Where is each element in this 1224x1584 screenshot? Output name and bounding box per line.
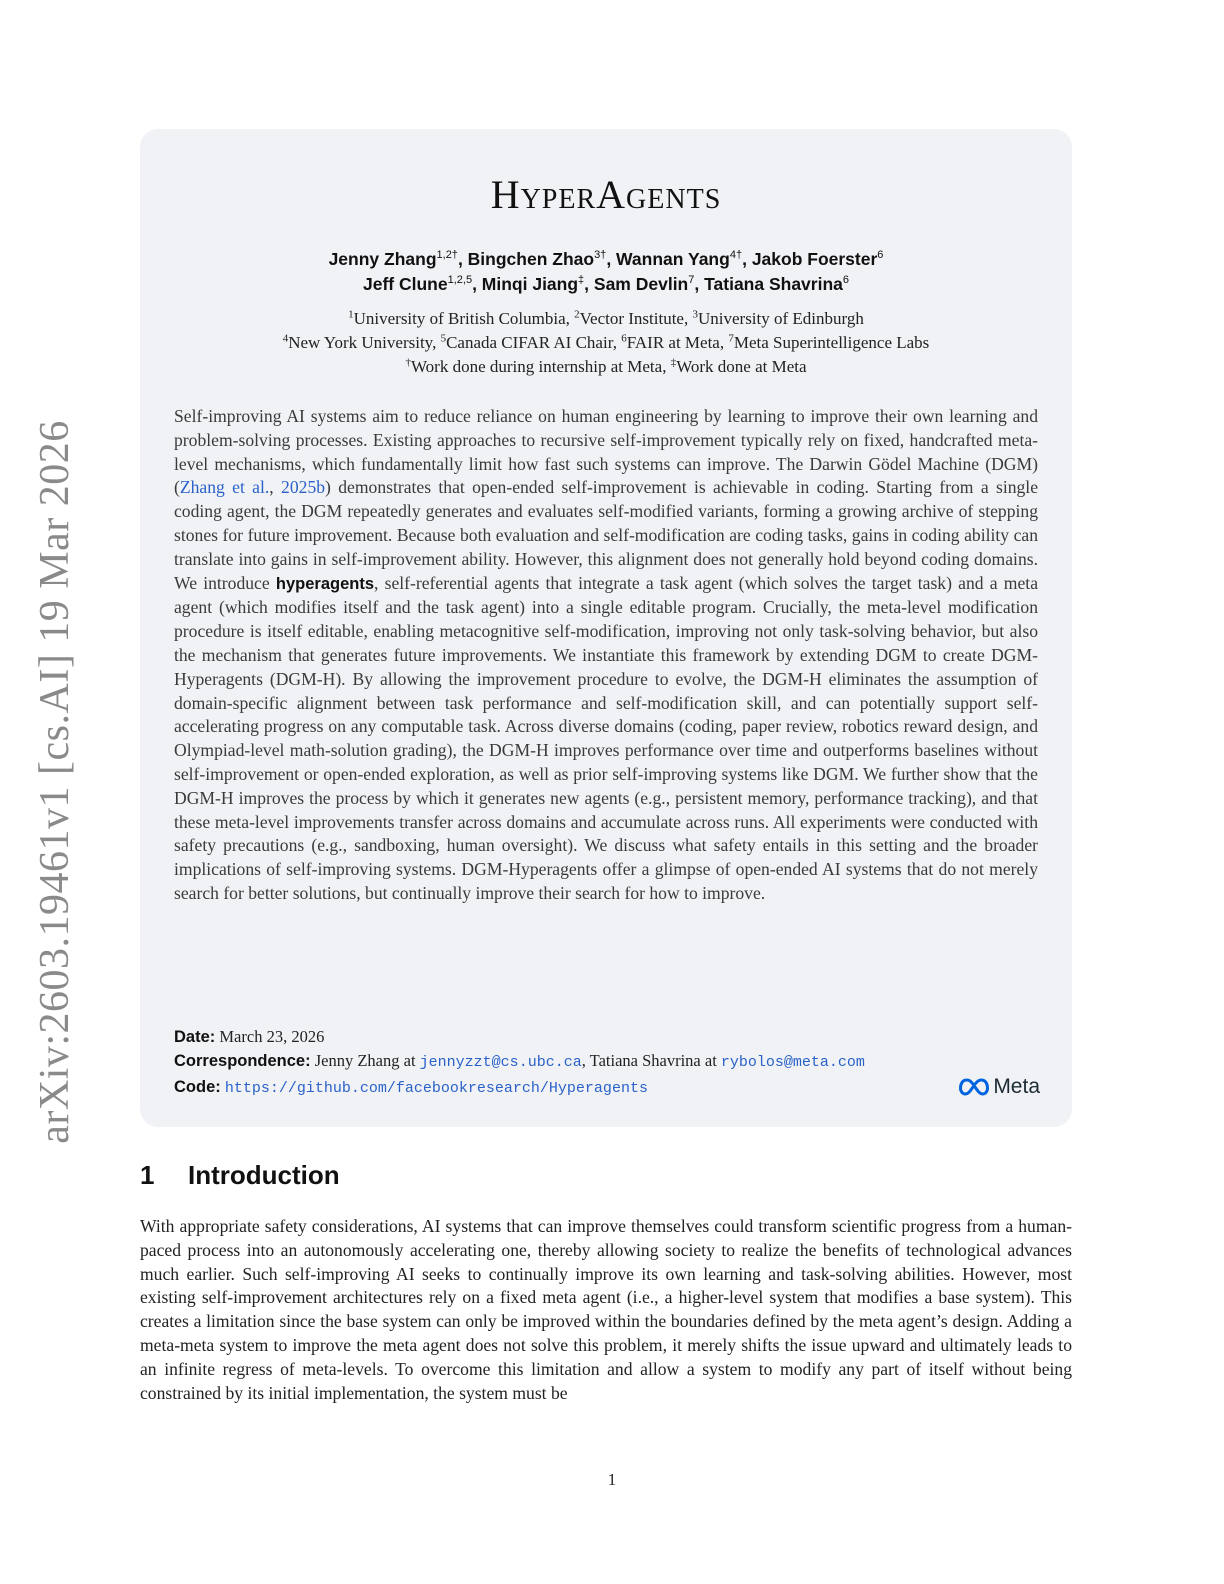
affiliation-name: Canada CIFAR AI Chair	[446, 333, 613, 352]
affiliation-note: Work done during internship at Meta	[410, 357, 663, 376]
affiliation-line-2: $^4$New York University, $^5$Canada CIFAR AI Chair, $^6$FAIR at Meta, $^7$Meta Superintelligence Labs	[282, 332, 930, 352]
affiliation-name: University of British Columbia	[353, 309, 566, 328]
affiliation-name: Vector Institute	[579, 309, 684, 328]
author-affil-marker: 3†	[594, 249, 607, 262]
abstract-text: , self-referential agents that integrate a task agent (which solves the target task) and a meta agent (which modifies itself and the task agent) into a single editable program. Crucially, the meta-level modification procedure is itself editable, enabling metacognitive self-modification, improving not only task-solving behavior, but also the mechanism that generates future improvements. We instantiate this framework by extending DGM to create DGM-Hyperagents (DGM-H). By allowing the improvement procedure to evolve, the DGM-H eliminates the assumption of domain-specific alignment between task performance and self-modification skill, and can potentially support self-accelerating progress on any computable task. Across diverse domains (coding, paper review, robotics reward design, and Olympiad-level math-solution grading), the DGM-H improves performance over time and outperforms baselines without self-improvement or open-ended exploration, as well as prior self-improving systems like DGM. We further show that the DGM-H improves the process by which it generates new agents (e.g., persistent memory, performance tracking), and that these meta-level improvements transfer across domains and accumulate across runs. All experiments were conducted with safety precautions (e.g., sandboxing, human oversight). We discuss what safety entails in this setting and the broader implications of self-improving systems. DGM-Hyperagents offer a glimpse of open-ended AI systems that do not merely search for better solutions, but continually improve their search for how to improve.	[174, 572, 1038, 903]
affiliation-name: Meta Superintelligence Labs	[733, 333, 930, 352]
author-name: Wannan Yang	[616, 249, 730, 269]
paper-title: HyperAgents	[490, 172, 722, 217]
author-affil-marker: 4†	[729, 249, 743, 262]
correspondence-label: Correspondence:	[174, 1052, 311, 1070]
affiliation-line-3: †Work done during internship at Meta, ‡Work done at Meta	[405, 356, 807, 376]
email-link-jenny[interactable]: jennyzzt@cs.ubc.ca	[419, 1054, 582, 1071]
date-line	[174, 1025, 1038, 1049]
affil-marker: 3	[692, 308, 698, 321]
affil-marker: 1	[348, 308, 354, 321]
affil-marker: 4	[282, 332, 289, 345]
affil-marker: ‡	[670, 356, 677, 369]
author-name: Minqi Jiang	[481, 274, 579, 294]
meta-logo-text: Meta	[993, 1075, 1040, 1098]
meta-infinity-icon	[959, 1078, 989, 1096]
title-card	[140, 129, 1072, 1127]
section-title: Introduction	[188, 1160, 340, 1190]
paper-metadata	[174, 1025, 1038, 1101]
correspondence-line	[174, 1049, 1038, 1075]
affil-marker: 5	[440, 332, 447, 345]
affiliation-name: New York University	[288, 333, 433, 352]
section-heading-introduction	[140, 1160, 340, 1191]
code-repo-link[interactable]: https://github.com/facebookresearch/Hyperagents	[224, 1080, 648, 1097]
correspondence-name: Jenny Zhang at	[314, 1051, 420, 1070]
affil-marker: 6	[621, 332, 627, 345]
author-line-2: Jeff Clune$^{1,2,5}$, Minqi Jiang‡, Sam Devlin$^7$, Tatiana Shavrina$^6$	[362, 274, 850, 294]
affiliation-name: FAIR at Meta	[626, 333, 720, 352]
author-name: Jenny Zhang	[328, 249, 437, 269]
affil-marker: †	[405, 356, 411, 369]
affiliation-name: University of Edinburgh	[697, 309, 864, 328]
section-number: 1	[140, 1160, 155, 1190]
author-line-1: Jenny Zhang$^{1,2\dagger}$, Bingchen Zhao$^{3\dagger}$, Wannan Yang$^{4\dagger}$, Jakob Foerster$^6$	[328, 249, 884, 269]
citation-author-link[interactable]: Zhang et al.	[179, 477, 270, 498]
author-list	[140, 247, 1072, 297]
date-value: March 23, 2026	[219, 1027, 325, 1046]
abstract	[174, 405, 1038, 906]
affiliation-line-1: $^1$University of British Columbia, $^2$Vector Institute, $^3$University of Edinburgh	[348, 308, 864, 328]
author-name: Bingchen Zhao	[467, 249, 595, 269]
author-affil-marker: 1,2,5	[447, 274, 473, 287]
arxiv-identifier-stamp: arXiv:2603.19461v1 [cs.AI] 19 Mar 2026	[32, 420, 78, 1144]
author-name: Sam Devlin	[593, 274, 689, 294]
citation-separator: ,	[269, 477, 282, 498]
author-affil-marker: 1,2†	[436, 249, 458, 262]
affil-marker: 2	[574, 308, 580, 321]
affiliation-list	[140, 307, 1072, 379]
citation-year-link[interactable]: 2025b	[281, 477, 326, 498]
author-affil-marker: ‡	[578, 274, 585, 287]
code-label: Code:	[174, 1078, 221, 1096]
code-line	[174, 1075, 1038, 1101]
author-name: Tatiana Shavrina	[704, 274, 843, 294]
author-name: Jakob Foerster	[751, 249, 878, 269]
abstract-text: Self-improving AI systems aim to reduce reliance on human engineering by learning to improve their own learning and problem-solving processes. Existing approaches to recursive self-improvement typically rely on fixed, handcrafted meta-level mechanisms, which fundamentally limit how fast such systems can improve. The Darwin Gödel Machine (DGM) (	[174, 406, 1038, 498]
date-label: Date:	[174, 1028, 216, 1046]
author-affil-marker: 6	[842, 274, 850, 287]
affiliation-note: Work done at Meta	[676, 357, 807, 376]
author-name: Jeff Clune	[362, 274, 448, 294]
author-affil-marker: 7	[688, 274, 695, 287]
abstract-text: ) demonstrates that open-ended self-improvement is achievable in coding. Starting from a single coding agent, the DGM repeatedly generates and evaluates self-modified variants, forming a growing archive of stepping stones for future improvement. Because both evaluation and self-modification are coding tasks, gains in coding ability can translate into gains in self-improvement ability. However, this alignment does not generally hold beyond coding domains. We introduce	[174, 477, 1039, 593]
author-affil-marker: 6	[877, 249, 884, 262]
hyperagents-term: hyperagents	[275, 574, 375, 593]
page-number: 1	[607, 1470, 617, 1489]
email-link-tatiana[interactable]: rybolos@meta.com	[720, 1054, 865, 1071]
introduction-paragraph: With appropriate safety considerations, AI systems that can improve themselves could transform scientific progress from a human-paced process into an autonomously accelerating one, thereby allowing society to realize the benefits of technological advances much earlier. Such self-improving AI seeks to continually improve its own learning and task-solving abilities. However, most existing self-improvement architectures rely on a fixed meta agent (i.e., a higher-level system that modifies a base system). This creates a limitation since the base system can only be improved within the boundaries defined by the meta agent’s design. Adding a meta-meta system to improve the meta agent does not solve this problem, it merely shifts the issue upward and ultimately leads to an infinite regress of meta-levels. To overcome this limitation and allow a system to modify any part of itself without being constrained by its initial implementation, the system must be	[140, 1216, 1072, 1403]
correspondence-separator: , Tatiana Shavrina at	[581, 1051, 721, 1070]
affil-marker: 7	[728, 332, 734, 345]
meta-logo	[959, 1073, 1040, 1101]
